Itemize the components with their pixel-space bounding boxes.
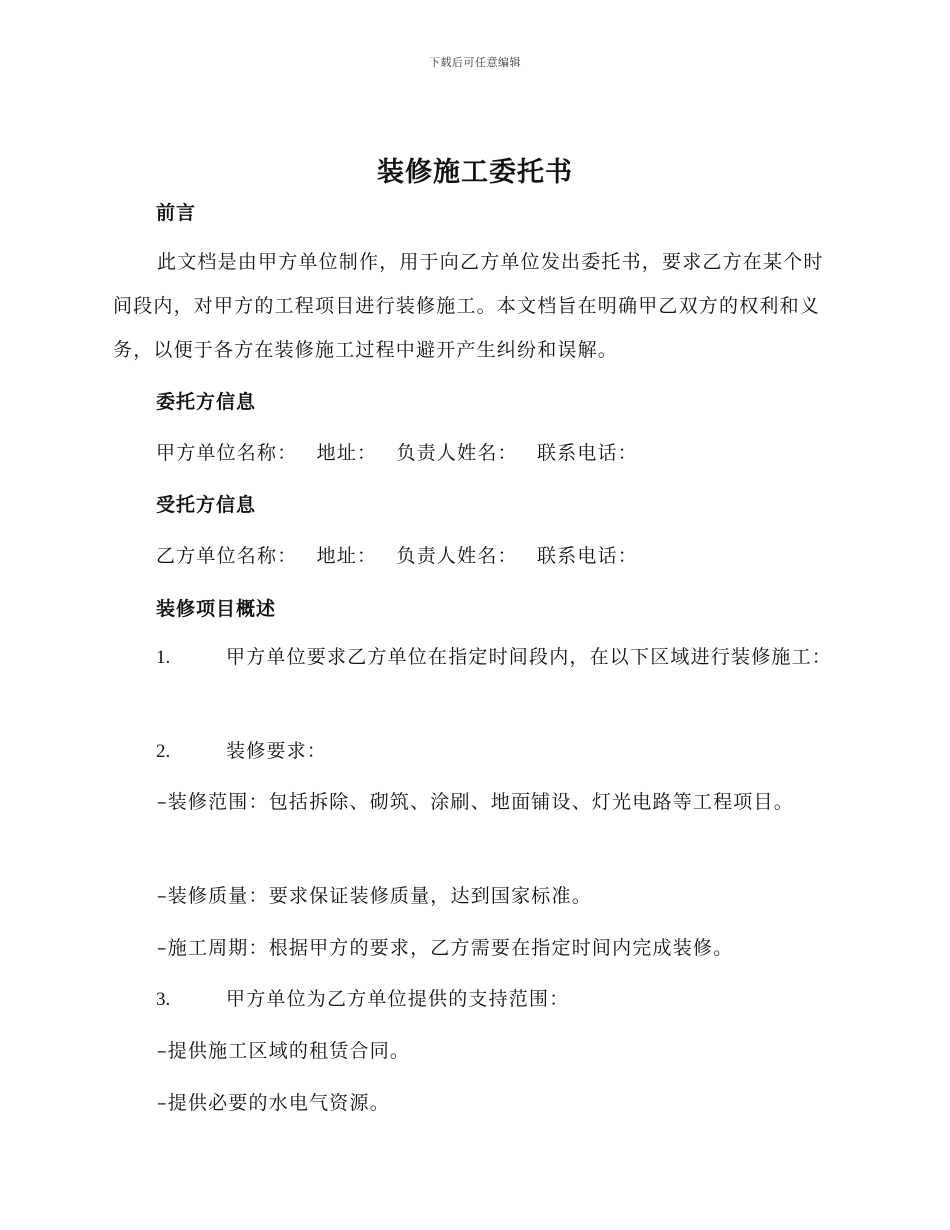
support-lease-contract: –提供施工区域的租赁合同。 bbox=[157, 1040, 411, 1062]
contractor-phone-label: 联系电话： bbox=[536, 545, 638, 567]
project-overview-heading: 装修项目概述 bbox=[156, 598, 277, 620]
client-info-fields bbox=[156, 438, 638, 465]
list-item bbox=[113, 635, 835, 680]
requirement-schedule: –施工周期：根据甲方的要求，乙方需要在指定时间内完成装修。 bbox=[157, 937, 734, 959]
contractor-address-label: 地址： bbox=[316, 545, 378, 567]
client-phone-label: 联系电话： bbox=[536, 442, 638, 464]
preface-heading: 前言 bbox=[156, 202, 197, 224]
preface-body: 此文档是由甲方单位制作，用于向乙方单位发出委托书，要求乙方在某个时间段内，对甲方的工程项目进行装修施工。本文档旨在明确甲乙双方的权利和义务，以便于各方在装修施工过程中避开产生纠纷和误解。 bbox=[113, 251, 824, 361]
list-item-text: 甲方单位要求乙方单位在指定时间段内，在以下区域进行装修施工： bbox=[226, 646, 833, 668]
list-item-number: 1. bbox=[156, 647, 171, 668]
client-contact-person-label: 负责人姓名： bbox=[396, 442, 518, 464]
contractor-info-fields bbox=[156, 541, 638, 568]
list-item bbox=[113, 729, 835, 774]
contractor-company-name-label: 乙方单位名称： bbox=[156, 545, 298, 567]
contractor-info-heading: 受托方信息 bbox=[156, 494, 257, 516]
support-utilities: –提供必要的水电气资源。 bbox=[157, 1092, 390, 1114]
contractor-contact-person-label: 负责人姓名： bbox=[396, 545, 518, 567]
header-note: 下载后可任意编辑 bbox=[429, 56, 521, 69]
list-item-text: 装修要求： bbox=[226, 740, 328, 762]
list-item-number: 3. bbox=[156, 989, 171, 1010]
requirement-scope: –装修范围：包括拆除、砌筑、涂刷、地面铺设、灯光电路等工程项目。 bbox=[157, 791, 794, 813]
document-title: 装修施工委托书 bbox=[377, 157, 573, 188]
requirement-quality: –装修质量：要求保证装修质量，达到国家标准。 bbox=[157, 885, 592, 907]
client-address-label: 地址： bbox=[316, 442, 378, 464]
list-item-text: 甲方单位为乙方单位提供的支持范围： bbox=[226, 988, 570, 1010]
list-item bbox=[113, 977, 835, 1022]
client-info-heading: 委托方信息 bbox=[156, 391, 257, 413]
client-company-name-label: 甲方单位名称： bbox=[156, 442, 298, 464]
list-item-number: 2. bbox=[156, 741, 171, 762]
